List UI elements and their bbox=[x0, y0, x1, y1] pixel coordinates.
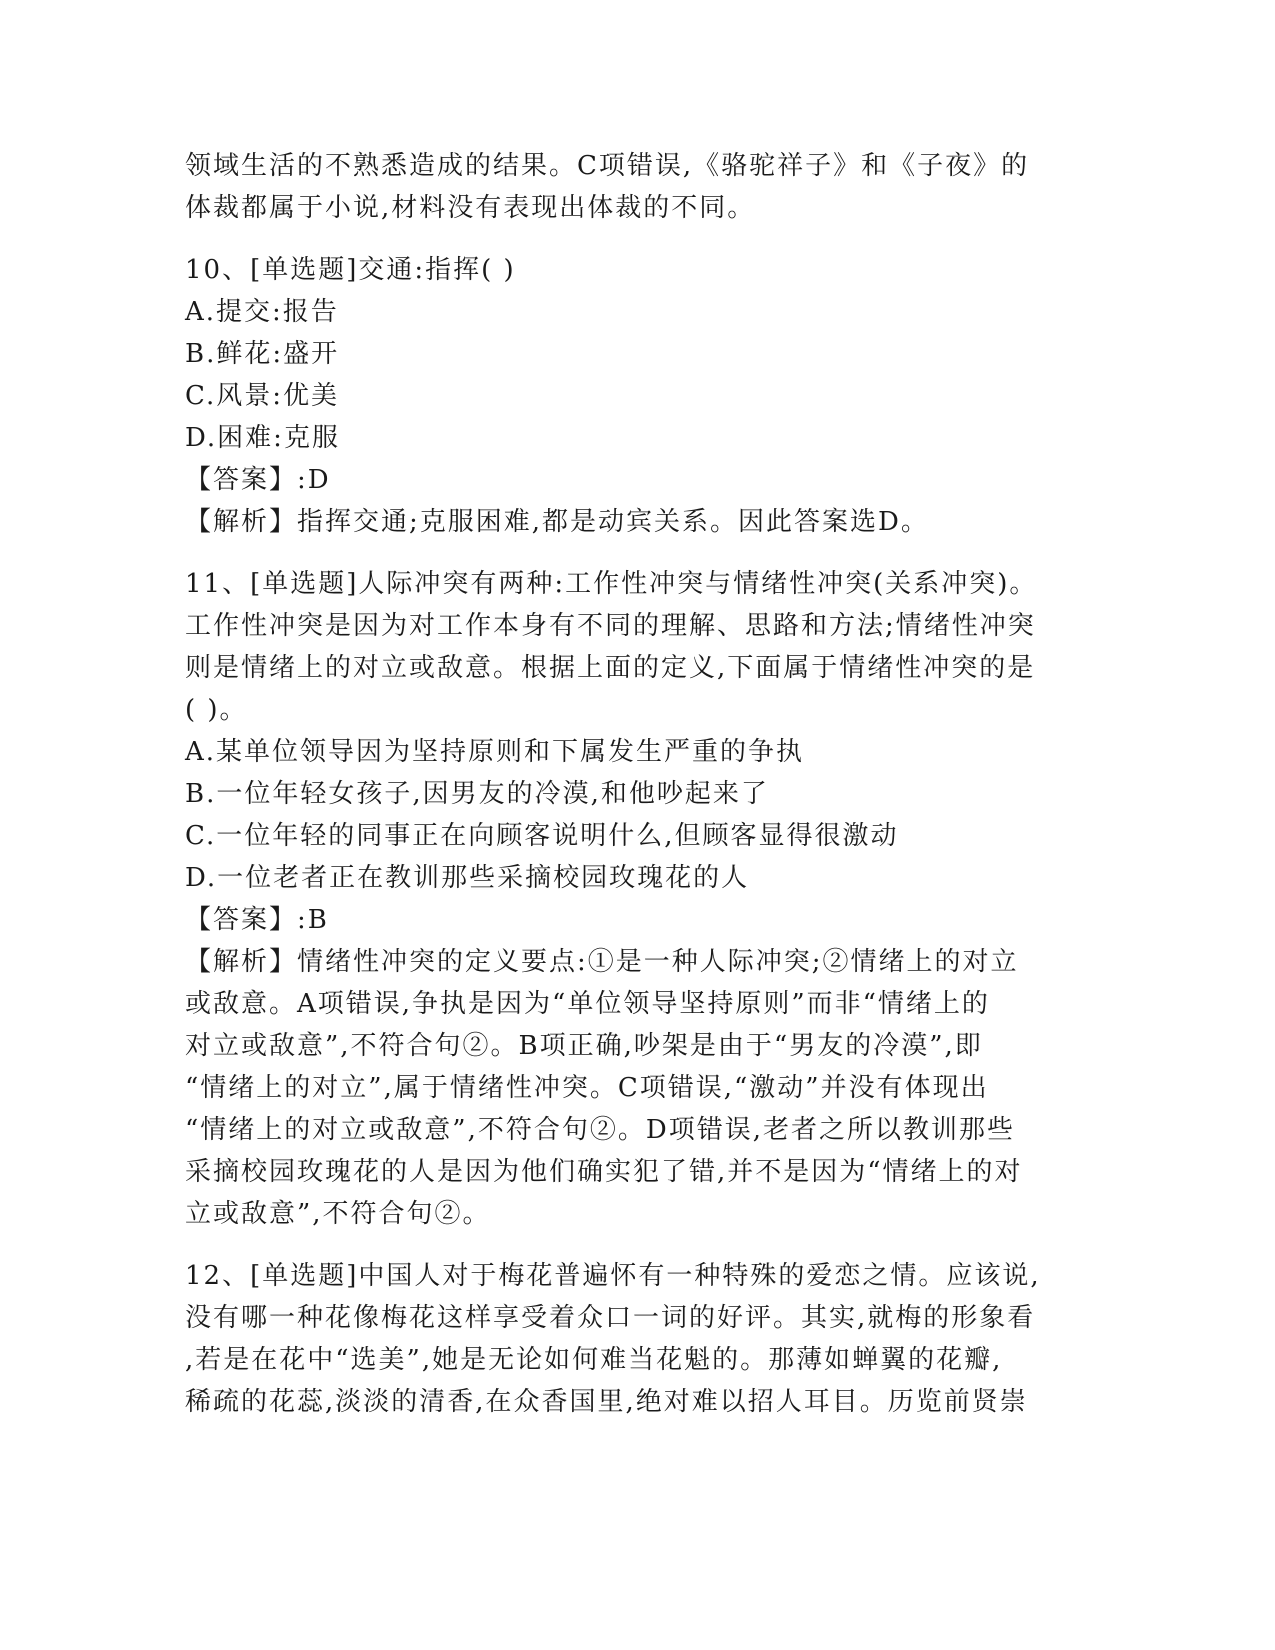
answer-value: :D bbox=[297, 465, 331, 495]
analysis-text: 采摘校园玫瑰花的人是因为他们确实犯了错,并不是因为“情绪上的对 bbox=[185, 1157, 1023, 1187]
question-stem: 没有哪一种花像梅花这样享受着众口一词的好评。其实,就梅的形象看 bbox=[185, 1303, 1036, 1333]
analysis-label: 【解析】 bbox=[185, 507, 298, 537]
option-d: D.一位老者正在教训那些采摘校园玫瑰花的人 bbox=[185, 863, 750, 893]
analysis-text: 立或敌意”,不符合句②。 bbox=[185, 1199, 491, 1229]
question-12 bbox=[185, 1255, 1085, 1423]
analysis-text: “情绪上的对立或敌意”,不符合句②。D项错误,老者之所以教训那些 bbox=[185, 1115, 1015, 1145]
question-stem: ( )。 bbox=[185, 695, 248, 725]
analysis-label: 【解析】 bbox=[185, 947, 298, 977]
option-a: A.提交:报告 bbox=[185, 297, 339, 327]
document-page bbox=[185, 145, 1085, 1423]
option-a: A.某单位领导因为坚持原则和下属发生严重的争执 bbox=[185, 737, 805, 767]
analysis-text: 或敌意。A项错误,争执是因为“单位领导坚持原则”而非“情绪上的 bbox=[185, 989, 990, 1019]
question-stem: 稀疏的花蕊,淡淡的清香,在众香国里,绝对难以招人耳目。历览前贤崇 bbox=[185, 1387, 1028, 1417]
question-stem: 则是情绪上的对立或敌意。根据上面的定义,下面属于情绪性冲突的是 bbox=[185, 653, 1036, 683]
analysis-line bbox=[185, 941, 1085, 983]
question-11 bbox=[185, 563, 1085, 1235]
answer-label: 【答案】 bbox=[185, 905, 298, 935]
analysis-text: 对立或敌意”,不符合句②。B项正确,吵架是由于“男友的冷漠”,即 bbox=[185, 1031, 983, 1061]
option-c: C.一位年轻的同事正在向顾客说明什么,但顾客显得很激动 bbox=[185, 821, 899, 851]
analysis-line bbox=[185, 501, 1085, 543]
question-stem: ,若是在花中“选美”,她是无论如何难当花魁的。那薄如蝉翼的花瓣, bbox=[185, 1345, 1003, 1375]
option-c: C.风景:优美 bbox=[185, 381, 339, 411]
text-line: 体裁都属于小说,材料没有表现出体裁的不同。 bbox=[185, 193, 756, 223]
prev-analysis-tail bbox=[185, 145, 1085, 229]
question-stem: 10、[单选题]交通:指挥( ) bbox=[185, 255, 516, 285]
text-line: 领域生活的不熟悉造成的结果。C项错误,《骆驼祥子》和《子夜》的 bbox=[185, 151, 1030, 181]
analysis-text: “情绪上的对立”,属于情绪性冲突。C项错误,“激动”并没有体现出 bbox=[185, 1073, 989, 1103]
analysis-text: 情绪性冲突的定义要点:①是一种人际冲突;②情绪上的对立 bbox=[297, 947, 1019, 977]
question-stem: 工作性冲突是因为对工作本身有不同的理解、思路和方法;情绪性冲突 bbox=[185, 611, 1036, 641]
option-d: D.困难:克服 bbox=[185, 423, 340, 453]
option-b: B.鲜花:盛开 bbox=[185, 339, 340, 369]
analysis-text: 指挥交通;克服困难,都是动宾关系。因此答案选D。 bbox=[297, 507, 929, 537]
question-stem: 11、[单选题]人际冲突有两种:工作性冲突与情绪性冲突(关系冲突)。 bbox=[185, 569, 1038, 599]
question-stem: 12、[单选题]中国人对于梅花普遍怀有一种特殊的爱恋之情。应该说, bbox=[185, 1261, 1041, 1291]
option-b: B.一位年轻女孩子,因男友的冷漠,和他吵起来了 bbox=[185, 779, 769, 809]
answer-value: :B bbox=[297, 905, 329, 935]
question-10 bbox=[185, 249, 1085, 543]
answer-line bbox=[185, 459, 1085, 501]
answer-label: 【答案】 bbox=[185, 465, 298, 495]
answer-line bbox=[185, 899, 1085, 941]
